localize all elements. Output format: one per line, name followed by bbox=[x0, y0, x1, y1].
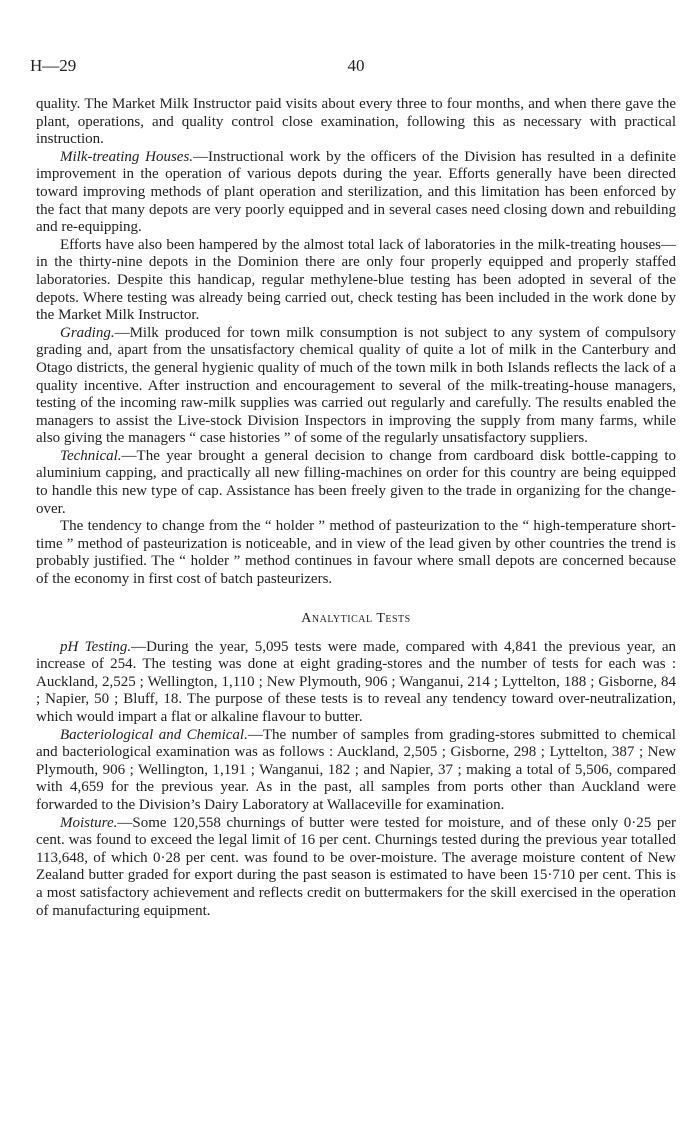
section-heading-analytical-tests: Analytical Tests bbox=[301, 610, 411, 626]
document-page bbox=[30, 56, 677, 920]
report-reference: H—29 bbox=[30, 56, 77, 75]
page-number: 40 bbox=[347, 56, 365, 75]
subheading-ph-testing: pH Testing. bbox=[60, 638, 132, 655]
subheading-milk-treating-houses: Milk-treating Houses. bbox=[60, 148, 194, 165]
paragraph-pasteurization: The tendency to change from the “ holder ” method of pasteurization to the “ high-temperature short-time ” method of pasteurization is noticeable, and in view of the lead given by other countries the trend is probably justified. The “ holder ” method continues in favour where small depots are concerned because of the economy in first cost of batch pasteurizers. bbox=[36, 518, 676, 588]
subheading-technical: Technical. bbox=[60, 447, 122, 464]
subheading-bacteriological-chemical: Bacteriological and Chemical. bbox=[60, 726, 248, 743]
paragraph-ph-testing: pH Testing.—During the year, 5,095 tests were made, compared with 4,841 the previous year, an increase of 254. The testing was done at eight grading-stores and the number of tests for each was : Auckland, 2,525 ; Wellington, 1,110 ; New Plymouth, 906 ; Wanganui, 214 ; Lyttelton, 188 ; Gisborne, 84 ; Napier, 50 ; Bluff, 18. The purpose of these tests is to reveal any tendency toward over-neutralization, which would impart a flat or alkaline flavour to butter. bbox=[36, 638, 676, 725]
paragraph-milk-treating-houses: Milk-treating Houses.—Instructional work by the officers of the Division has resulted in a definite improvement in the operation of various depots during the year. Efforts generally have been directed toward improving methods of plant operation and sterilization, and this limitation has been enforced by the fact that many depots are very poorly equipped and in several cases need closing down and rebuilding and re-equipping. bbox=[36, 148, 677, 236]
paragraph-bacteriological-chemical: Bacteriological and Chemical.—The number of samples from grading-stores submitted to chemical and bacteriological examination was as follows : Auckland, 2,505 ; Gisborne, 298 ; Lyttelton, 387 ; New Plymouth, 906 ; Wellington, 1,191 ; Wanganui, 182 ; and Napier, 37 ; making a total of 5,506, compared with 4,659 for the previous year. As in the past, all samples from ports other than Auckland were forwarded to the Division’s Dairy Laboratory at Wallaceville for examination. bbox=[36, 726, 676, 813]
paragraph-laboratories: Efforts have also been hampered by the almost total lack of laboratories in the milk-treating houses—in the thirty-nine depots in the Dominion there are only four properly equipped and properly staffed laboratories. Despite this handicap, regular methylene-blue testing has been adopted in several of the depots. Where testing was already being carried out, check testing has been included in the work done by the Market Milk Instructor. bbox=[36, 236, 676, 324]
paragraph-quality-continuation: quality. The Market Milk Instructor paid visits about every three to four months, and when there gave the plant, operations, and quality control close examination, following this as necessary with practical instruction. bbox=[36, 96, 676, 148]
running-head bbox=[30, 56, 676, 82]
subheading-moisture: Moisture. bbox=[60, 814, 118, 831]
paragraph-grading: Grading.—Milk produced for town milk consumption is not subject to any system of compulsory grading and, apart from the unsatisfactory chemical quality of quite a lot of milk in the Canterbury and Otago districts, the general hygienic quality of much of the town milk in both Islands reflects the lack of a quality incentive. After instruction and encouragement to several of the milk-treating-house managers, testing of the incoming raw-milk supplies was carried out regularly and carefully. The results enabled the managers to assist the Live-stock Division Inspectors in improving the supply from many farms, while also giving the managers “ case histories ” of some of the regularly unsatisfactory suppliers. bbox=[36, 324, 676, 447]
subheading-grading: Grading. bbox=[60, 324, 115, 341]
paragraph-moisture: Moisture.—Some 120,558 churnings of butter were tested for moisture, and of these only 0·25 per cent. was found to exceed the legal limit of 16 per cent. Churnings tested during the previous year totalled 113,648, of which 0·28 per cent. was found to be over-moisture. The average moisture content of New Zealand butter graded for export during the past season is estimated to have been 15·710 per cent. This is a most satisfactory achievement and reflects credit on buttermakers for the skill exercised in the operation of manufacturing equipment. bbox=[36, 814, 676, 919]
paragraph-technical: Technical.—The year brought a general decision to change from cardboard disk bottle-capping to aluminium capping, and practically all new filling-machines on order for this country are being equipped to handle this new type of cap. Assistance has been freely given to the trade in organizing for the change-over. bbox=[36, 447, 676, 517]
